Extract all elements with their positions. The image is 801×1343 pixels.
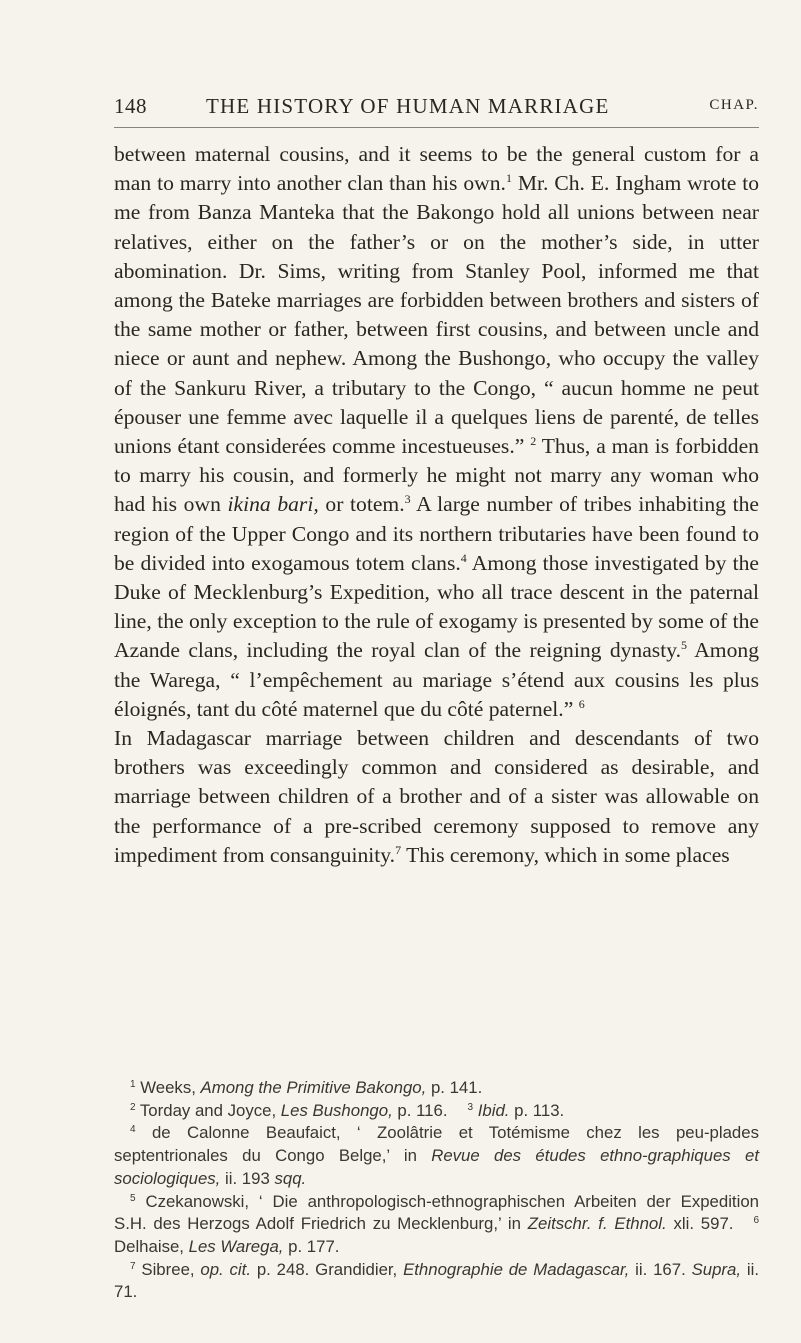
note-title: Ibid. — [477, 1100, 510, 1120]
footnote-7 — [114, 1259, 759, 1304]
text-run: between maternal cousins, and it seems to be the general custom for a man to marry into another clan than his own. — [114, 142, 759, 196]
footnote-ref: 5 — [681, 638, 688, 653]
note-text: Sibree, — [141, 1259, 201, 1279]
footnote-ref: 3 — [404, 492, 411, 507]
text-run: Among those investigated by the Duke of Mecklenburg’s Expedition, who all trace descent in the paternal line, the only exception to the rule of exogamy is presented by some of the Azande clans, including the royal clan of the reigning dynasty. — [114, 550, 759, 663]
italic-term: ikina bari, — [227, 492, 319, 517]
footnote-1 — [114, 1077, 759, 1100]
footnote-number: 1 — [130, 1079, 136, 1090]
note-text: p. 141. — [426, 1078, 483, 1097]
text-run: A large number of tribes inhabiting the region of the Upper Congo and its northern tributaries have been found to be divided into exogamous totem clans. — [114, 492, 759, 575]
footnote-number: 4 — [130, 1124, 136, 1136]
note-title: sqq. — [274, 1168, 307, 1188]
text-run: Among the Warega, “ l’empêchement au mariage s’étend aux cousins les plus éloignés, tant du côté maternel que du côté paternel.” — [114, 638, 759, 721]
note-text: Torday and Joyce, — [139, 1100, 281, 1120]
chapter-label: CHAP. — [709, 97, 759, 113]
page-number: 148 — [114, 94, 147, 118]
footnote-ref: 6 — [578, 696, 585, 711]
note-title: Supra, — [691, 1259, 742, 1279]
note-text: Weeks, — [140, 1078, 201, 1097]
note-title: Revue des études ethno-graphiques et sociologiques, — [114, 1146, 759, 1188]
text-run: Thus, a man is forbidden to marry his cousin, and formerly he might not marry any woman who had his own — [114, 434, 759, 517]
footnote-number: 6 — [753, 1215, 759, 1227]
note-title: Ethnographie de Madagascar, — [403, 1259, 630, 1279]
note-text: p. 113. — [509, 1100, 565, 1120]
note-title: Among the Primitive Bakongo, — [200, 1078, 427, 1097]
paragraph-2 — [114, 724, 759, 870]
note-title: Les Bushongo, — [280, 1100, 393, 1120]
note-text: ii. 193 — [220, 1168, 275, 1188]
note-text: xli. 597. — [666, 1214, 734, 1234]
footnote-ref: 4 — [460, 550, 467, 565]
footnote-ref: 1 — [505, 171, 512, 186]
footnote-ref: 7 — [395, 842, 402, 857]
footnote-number: 2 — [130, 1101, 136, 1113]
note-text: de Calonne Beaufaict, ‘ Zoolâtrie et Totémisme chez les peu-plades septentrionales du Congo Belge,’ in — [114, 1123, 759, 1166]
note-title: Zeitschr. f. Ethnol. — [527, 1214, 667, 1234]
footnote-ref: 2 — [530, 434, 537, 449]
footnote-number: 7 — [130, 1260, 136, 1272]
note-text: ii. 167. — [629, 1259, 692, 1279]
footnote-number: 3 — [467, 1101, 474, 1113]
footnote-number: 5 — [130, 1192, 136, 1204]
header-rule — [114, 127, 759, 128]
text-run: Mr. Ch. E. Ingham wrote to me from Banza Manteka that the Bakongo hold all unions between near relatives, either on the father’s or on the mother’s side, in utter abomination. Dr. Sims, writing from Stanley Pool, informed me that among the Bateke marriages are forbidden between brothers and sisters of the same mother or father, between first cousins, and between uncle and niece or aunt and nephew. Among the Bushongo, who occupy the valley of the Sankuru River, a tributary to the Congo, “ aucun homme ne peut épouser une femme avec laquelle il a quelques liens de parenté, de telles unions étant considerées comme incestueuses.” — [114, 171, 759, 459]
note-text: p. 177. — [283, 1236, 340, 1256]
footnotes — [114, 1077, 759, 1304]
paragraph-1 — [114, 140, 759, 724]
footnote-5-6 — [114, 1191, 759, 1259]
note-text: Czekanowski, ‘ Die anthropologisch-ethnographischen Arbeiten der Expedition S.H. des Herzogs Adolf Friedrich zu Mecklenburg,’ in — [114, 1191, 759, 1234]
note-text: p. 248. Grandidier, — [251, 1259, 404, 1279]
text-run: or totem. — [318, 492, 405, 517]
note-title: Les Warega, — [188, 1236, 284, 1256]
note-title: op. cit. — [200, 1259, 251, 1279]
running-header — [114, 94, 759, 124]
footnote-4 — [114, 1122, 759, 1190]
note-text: p. 116. — [392, 1100, 448, 1120]
text-run: This ceremony, which in some places — [401, 842, 730, 867]
text-run: In Madagascar marriage between children and descendants of two brothers was exceedingly common and considered as desirable, and marriage between children of a brother and of a sister was allowable on the performance of a pre-scribed ceremony supposed to remove any impediment from consanguinity. — [114, 726, 759, 867]
running-title: THE HISTORY OF HUMAN MARRIAGE — [206, 94, 610, 118]
footnote-2-3 — [114, 1100, 759, 1123]
note-text: ii. 71. — [114, 1259, 759, 1302]
note-text: Delhaise, — [114, 1236, 189, 1256]
body-text — [114, 140, 759, 870]
